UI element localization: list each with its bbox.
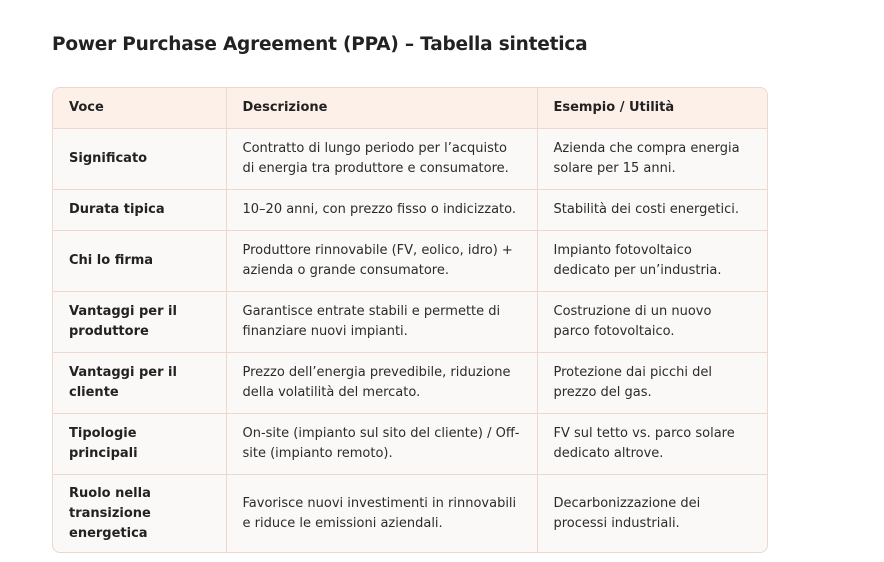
row-description: Favorisce nuovi investimenti in rinnovabili e riduce le emissioni aziendali. xyxy=(226,474,537,553)
row-description: On-site (impianto sul sito del cliente) / Off-site (impianto remoto). xyxy=(226,413,537,474)
row-description: Contratto di lungo periodo per l’acquisto di energia tra produttore e consumatore. xyxy=(226,128,537,189)
row-label: Tipologie principali xyxy=(53,413,226,474)
row-label: Chi lo firma xyxy=(53,230,226,291)
row-description: Produttore rinnovabile (FV, eolico, idro) + azienda o grande consumatore. xyxy=(226,230,537,291)
row-label: Durata tipica xyxy=(53,189,226,230)
row-example: FV sul tetto vs. parco solare dedicato altrove. xyxy=(537,413,767,474)
header-esempio: Esempio / Utilità xyxy=(537,88,767,128)
row-example: Impianto fotovoltaico dedicato per un’industria. xyxy=(537,230,767,291)
table-row xyxy=(53,352,767,413)
summary-table xyxy=(53,88,767,553)
row-example: Azienda che compra energia solare per 15 anni. xyxy=(537,128,767,189)
row-example: Decarbonizzazione dei processi industriali. xyxy=(553,496,701,532)
table-row xyxy=(53,413,767,474)
table-row xyxy=(53,128,767,189)
row-label: Ruolo nella transizione energetica xyxy=(53,474,226,553)
row-label: Vantaggi per il cliente xyxy=(53,352,226,413)
row-description: Prezzo dell’energia prevedibile, riduzione della volatilità del mercato. xyxy=(226,352,537,413)
row-description: Garantisce entrate stabili e permette di finanziare nuovi impianti. xyxy=(226,291,537,352)
table-row xyxy=(53,189,767,230)
row-description: 10–20 anni, con prezzo fisso o indicizzato. xyxy=(226,189,537,230)
summary-table-container xyxy=(52,87,768,553)
page-title: Power Purchase Agreement (PPA) – Tabella sintetica xyxy=(52,34,588,55)
table-row xyxy=(53,230,767,291)
table-row xyxy=(53,474,767,553)
table-header-row xyxy=(53,88,767,128)
row-example: Protezione dai picchi del prezzo del gas. xyxy=(537,352,767,413)
row-label: Vantaggi per il produttore xyxy=(53,291,226,352)
row-label: Significato xyxy=(53,128,226,189)
row-example: Stabilità dei costi energetici. xyxy=(537,189,767,230)
header-descrizione: Descrizione xyxy=(226,88,537,128)
header-voce: Voce xyxy=(53,88,226,128)
table-row xyxy=(53,291,767,352)
row-example: Costruzione di un nuovo parco fotovoltaico. xyxy=(537,291,767,352)
